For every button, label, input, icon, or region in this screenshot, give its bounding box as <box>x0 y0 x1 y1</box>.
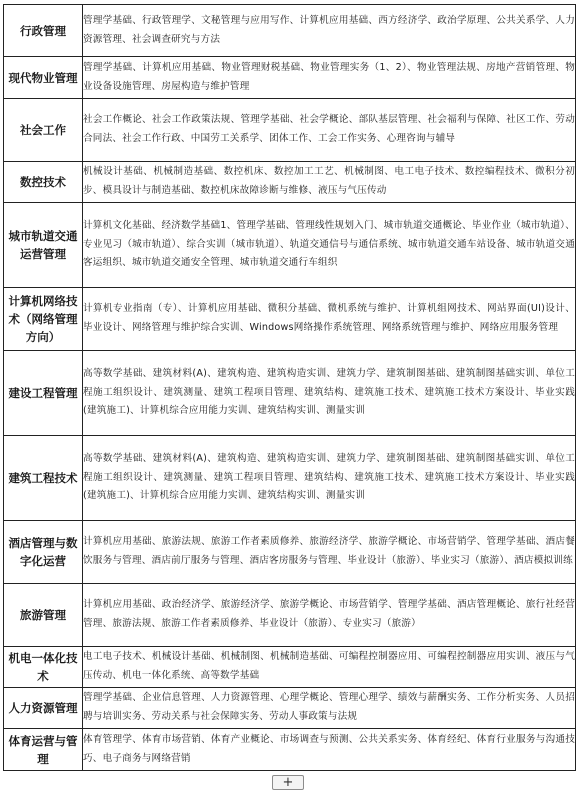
course-list: 社会工作概论、社会工作政策法规、管理学基础、社会学概论、部队基层管理、社会福利与保障、社区工作、劳动合同法、社会工作行政、中国劳工关系学、团体工作、工会工作实务、心理咨询与辅导 <box>83 99 576 162</box>
course-list: 计算机专业指南（专）、计算机应用基础、微积分基础、微机系统与维护、计算机组网技术、网站界面(UI)设计、毕业设计、网络管理与维护综合实训、Windows网络操作系统管理、网络系统管理与维护、网络应用服务管理 <box>83 288 576 351</box>
table-row <box>4 436 576 521</box>
table-row <box>4 351 576 436</box>
major-name: 现代物业管理 <box>4 57 83 99</box>
table-row <box>4 203 576 288</box>
major-name: 计算机网络技术（网络管理方向） <box>4 288 83 351</box>
course-list: 计算机应用基础、旅游法规、旅游工作者素质修养、旅游经济学、旅游学概论、市场营销学、管理学基础、酒店餐饮服务与管理、酒店前厅服务与管理、酒店客房服务与管理、毕业设计（旅游）、毕业实习（旅游）、酒店模拟训练 <box>83 521 576 584</box>
course-list: 机械设计基础、机械制造基础、数控机床、数控加工工艺、机械制图、电工电子技术、数控编程技术、微积分初步、模具设计与制造基础、数控机床故障诊断与维修、液压与气压传动 <box>83 162 576 203</box>
table-row <box>4 57 576 99</box>
table-row <box>4 521 576 584</box>
table-row <box>4 5 576 57</box>
table-row <box>4 288 576 351</box>
course-list: 计算机应用基础、政治经济学、旅游经济学、旅游学概论、市场营销学、管理学基础、酒店管理概论、旅行社经营管理、旅游法规、旅游工作者素质修养、毕业设计（旅游）、专业实习（旅游） <box>83 584 576 647</box>
major-name: 城市轨道交通运营管理 <box>4 203 83 288</box>
course-list: 管理学基础、计算机应用基础、物业管理财税基础、物业管理实务（1、2）、物业管理法规、房地产营销管理、物业设备设施管理、房屋构造与维护管理 <box>83 57 576 99</box>
course-list: 高等数学基础、建筑材料(A)、建筑构造、建筑构造实训、建筑力学、建筑制图基础、建筑制图基础实训、单位工程施工组织设计、建筑测量、建筑工程项目管理、建筑结构、建筑施工技术、建筑施工技术方案设计、毕业实践(建筑施工)、计算机综合应用能力实训、建筑结构实训、测量实训 <box>83 436 576 521</box>
major-name: 酒店管理与数字化运营 <box>4 521 83 584</box>
major-courses-table <box>3 4 576 771</box>
course-list: 管理学基础、行政管理学、文秘管理与应用写作、计算机应用基础、西方经济学、政治学原理、公共关系学、人力资源管理、社会调查研究与方法 <box>83 5 576 57</box>
course-list: 计算机文化基础、经济数学基础1、管理学基础、管理线性规划入门、城市轨道交通概论、毕业作业（城市轨道）、专业见习（城市轨道）、综合实训（城市轨道）、轨道交通信号与通信系统、城市轨道交通车站设备、城市轨道交通客运组织、城市轨道交通安全管理、城市轨道交通行车组织 <box>83 203 576 288</box>
table-row <box>4 584 576 647</box>
course-list: 体育管理学、体育市场营销、体育产业概论、市场调查与预测、公共关系实务、体育经纪、体育行业服务与沟通技巧、电子商务与网络营销 <box>83 729 576 771</box>
add-row-button[interactable]: + <box>272 775 304 790</box>
table-body <box>4 5 576 771</box>
major-name: 社会工作 <box>4 99 83 162</box>
major-name: 建设工程管理 <box>4 351 83 436</box>
major-name: 体育运营与管理 <box>4 729 83 771</box>
major-name: 人力资源管理 <box>4 688 83 729</box>
course-list: 高等数学基础、建筑材料(A)、建筑构造、建筑构造实训、建筑力学、建筑制图基础、建筑制图基础实训、单位工程施工组织设计、建筑测量、建筑工程项目管理、建筑结构、建筑施工技术、建筑施工技术方案设计、毕业实践(建筑施工)、计算机综合应用能力实训、建筑结构实训、测量实训 <box>83 351 576 436</box>
table-row <box>4 162 576 203</box>
major-name: 机电一体化技术 <box>4 647 83 688</box>
table-row <box>4 729 576 771</box>
major-name: 数控技术 <box>4 162 83 203</box>
major-name: 旅游管理 <box>4 584 83 647</box>
table-row <box>4 688 576 729</box>
course-list: 电工电子技术、机械设计基础、机械制图、机械制造基础、可编程控制器应用、可编程控制器应用实训、液压与气压传动、机电一体化系统、高等数学基础 <box>83 647 576 688</box>
table-row <box>4 99 576 162</box>
course-list: 管理学基础、企业信息管理、人力资源管理、心理学概论、管理心理学、绩效与薪酬实务、工作分析实务、人员招聘与培训实务、劳动关系与社会保障实务、劳动人事政策与法规 <box>83 688 576 729</box>
major-name: 行政管理 <box>4 5 83 57</box>
table-row <box>4 647 576 688</box>
major-name: 建筑工程技术 <box>4 436 83 521</box>
